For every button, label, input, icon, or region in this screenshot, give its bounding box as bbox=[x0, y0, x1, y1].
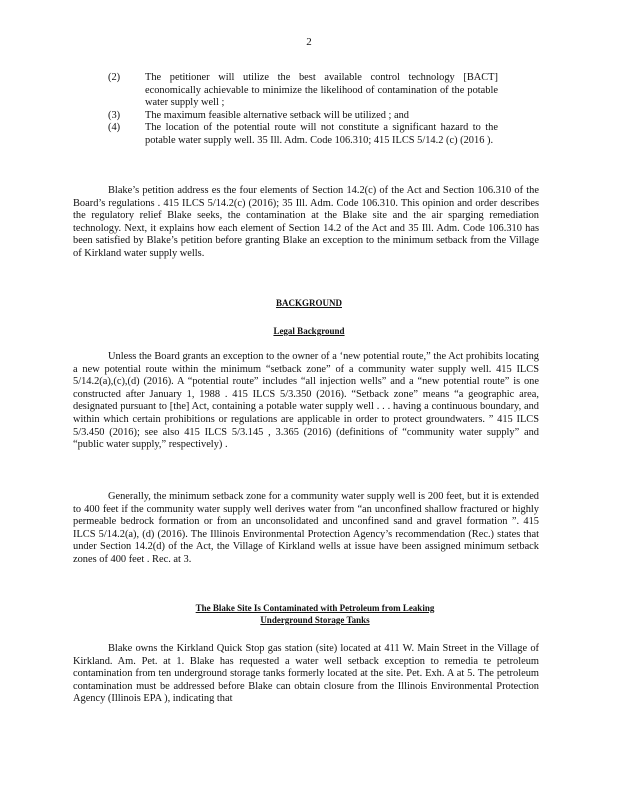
list-item-number: (3) bbox=[108, 109, 121, 121]
list-item bbox=[108, 110, 498, 123]
paragraph-legal-background: Unless the Board grants an exception to the owner of a ‘new potential route,” the Act prohibits locating a new potential route within the minimum “setback zone” of a community water supply well. 415 ILCS 5/14.2(a),(c),(d) (2016). A “potential route” includes “all injection wells” and a “new potential route” is one constructed after January 1, 1988 . 415 ILCS 5/3.350 (2016). “Setback zone” means “a geographic area, designated pursuant to [the] Act, containing a potable water supply well . . . having a continuous boundary, and within which certain prohibitions or regulations are applicable in order to protect groundwaters. ” 415 ILCS 5/3.450 (2016); see also 415 ILCS 5/3.145 , 3.365 (2016) (definitions of “community water supply” and “public water supply,” respectively) . bbox=[73, 351, 539, 451]
list-item-number: (4) bbox=[108, 122, 121, 134]
page-number: 2 bbox=[306, 36, 312, 48]
criteria-list bbox=[108, 72, 498, 148]
list-item-text: The location of the potential route will not constitute a significant hazard to the potable water supply well. 35 Ill. Adm. Code 106.310; 415 ILCS 5/14.2 (c) (2016 ). bbox=[145, 122, 498, 146]
heading-legal-background-text: Legal Background bbox=[273, 326, 345, 336]
list-item-number: (2) bbox=[108, 72, 121, 83]
paragraph-setback-zone: Generally, the minimum setback zone for a community water supply well is 200 feet, but it is extended to 400 feet if the community water supply well derives water from “an unconfined shallow fractured or highly permeable bedrock formation or from an unconsolidated and unconfined sand and gravel formation ”. 415 ILCS 5/14.2(a), (d) (2016). The Illinois Environmental Protection Agency’s recommendation (Rec.) states that under Section 14.2(d) of the Act, the Village of Kirkland wells at issue have been assigned minimum setback zones of 400 feet . Rec. at 3. bbox=[73, 491, 539, 565]
list-item-text: The maximum feasible alternative setback will be utilized ; and bbox=[145, 109, 410, 121]
list-item bbox=[108, 72, 498, 110]
paragraph-site-description: Blake owns the Kirkland Quick Stop gas station (site) located at 411 W. Main Street in the Village of Kirkland. Am. Pet. at 1. Blake has requested a water well setback exception to remedia te petroleum contamination from ten underground storage tanks formerly located at the site. Pet. Exh. A at 5. The petroleum contamination must be addressed before Blake can obtain closure from the Illinois Environmental Protection Agency (Illinois EPA ), indicating that bbox=[73, 643, 539, 705]
list-item-text: The petitioner will utilize the best available control technology [BACT] economically achievable to minimize the likelihood of contamination of the potable water supply well ; bbox=[145, 72, 498, 109]
heading-background bbox=[0, 297, 618, 310]
heading-site-contamination-text: The Blake Site Is Contaminated with Petroleum from Leaking Underground Storage Tanks bbox=[195, 603, 435, 625]
paragraph-petition-elements: Blake’s petition address es the four elements of Section 14.2(c) of the Act and Section 106.310 of the Board’s regulations . 415 ILCS 5/14.2(c) (2016); 35 Ill. Adm. Code 106.310. This opinion and order describes the regulatory relief Blake seeks, the contamination at the Blake site and the air sparging remediation technology. Next, it explains how each element of Section 14.2 of the Act and 35 Ill. Adm. Code 106.310 has been satisfied by Blake’s petition before granting Blake an exception to the minimum setback from the Village of Kirkland water supply wells. bbox=[73, 185, 539, 259]
heading-legal-background bbox=[0, 325, 618, 338]
heading-site-contamination bbox=[170, 602, 460, 626]
list-item bbox=[108, 122, 498, 147]
heading-background-text: BACKGROUND bbox=[275, 298, 342, 308]
